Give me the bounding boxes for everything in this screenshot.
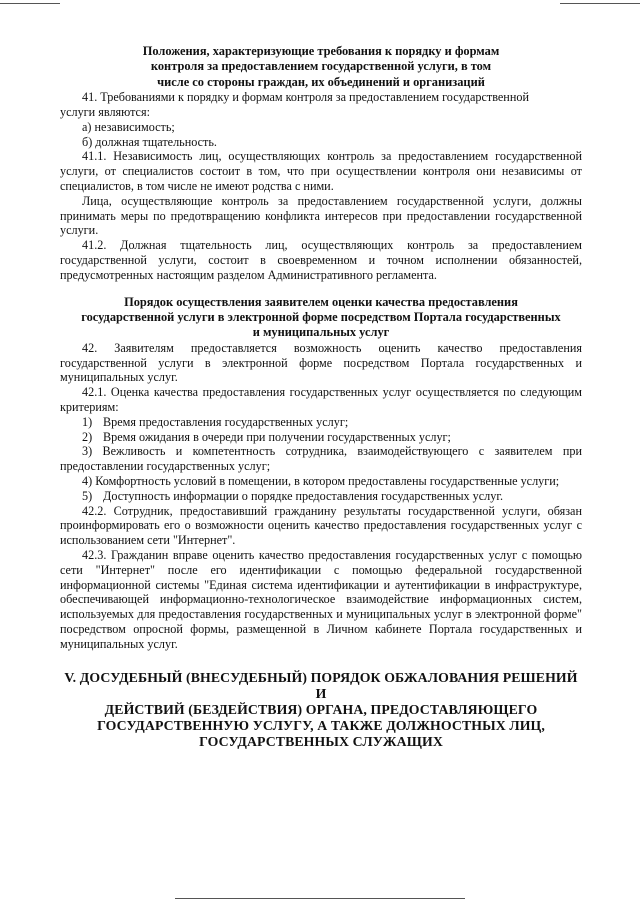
scan-edge-bottom — [175, 898, 465, 899]
heading-line: контроля за предоставлением государственной услуги, в том — [150, 59, 492, 74]
section-heading-line: ГОСУДАРСТВЕННУЮ УСЛУГУ, А ТАКЖЕ ДОЛЖНОСТНЫХ ЛИЦ, — [97, 718, 545, 734]
paragraph-42-3: 42.3. Гражданин вправе оценить качество предоставления государственных услуг с помощью сети "Интернет" после его идентификации с помощью федеральной государственной информационной системы "Единая система идентификации и аутентификации в инфраструктуре, обеспечивающей информационно-технологическое взаимодействие информационных систем, используемых для предоставления государственных и муниципальных услуг в электронной форме" посредством опросной формы, размещенной в Личном кабинете Портала государственных и муниципальных услуг. — [60, 547, 582, 651]
quality-assessment-body — [60, 341, 582, 652]
criteria-text: Время ожидания в очереди при получении государственных услуг; — [103, 429, 451, 444]
paragraph-42: 42. Заявителям предоставляется возможность оценить качество предоставления государственной услуги в электронной форме посредством Портала государственных и муниципальных услуг. — [60, 340, 582, 385]
list-item-diligence: б) должная тщательность. — [82, 134, 217, 149]
paragraph-42-1: 42.1. Оценка качества предоставления государственных услуг осуществляется по следующим критериям: — [60, 385, 582, 414]
heading-control-requirements — [60, 44, 582, 90]
paragraph-41-line2: услуги являются: — [60, 105, 150, 120]
criteria-list — [60, 415, 582, 504]
paragraph-41-1-conflict: Лица, осуществляющие контроль за предоставлением государственной услуги, должны принимать меры по предотвращению конфликта интересов при предоставлении государственной услуги. — [60, 193, 582, 238]
criteria-text: Доступность информации о порядке предоставления государственных услуг. — [103, 488, 503, 503]
paragraph-41-1: 41.1. Независимость лиц, осуществляющих контроль за предоставлением государственной услуги, от специалистов состоит в том, что при осуществлении контроля они независимы от специалистов, в том числе не имеют родства с ними. — [60, 149, 582, 193]
spacer — [60, 283, 582, 295]
list-item-independence: а) независимость; — [82, 119, 175, 134]
heading-line: Порядок осуществления заявителем оценки качества предоставления — [124, 294, 518, 309]
control-requirements-body — [60, 90, 582, 282]
criteria-text: Вежливость и компетентность сотрудника, взаимодействующего с заявителем при предоставлении государственных услуг; — [60, 444, 582, 474]
criteria-number: 3) — [82, 444, 93, 459]
criteria-number: 5) — [82, 488, 93, 503]
section-5-heading — [60, 670, 582, 751]
criteria-number: 1) — [82, 414, 93, 429]
criteria-item — [60, 474, 582, 489]
criteria-number: 4) — [82, 473, 93, 488]
section-heading-line: ДЕЙСТВИЙ (БЕЗДЕЙСТВИЯ) ОРГАНА, ПРЕДОСТАВЛЯЮЩЕГО — [104, 701, 538, 717]
criteria-item — [60, 489, 582, 504]
paragraph-41-2: 41.2. Должная тщательность лиц, осуществляющих контроль за предоставлением государственной услуги, состоит в своевременном и точном исполнении обязанностей, предусмотренных настоящим разделом Административного регламента. — [60, 238, 582, 282]
section-heading-line: V. ДОСУДЕБНЫЙ (ВНЕСУДЕБНЫЙ) ПОРЯДОК ОБЖАЛОВАНИЯ РЕШЕНИЙ И — [64, 669, 578, 701]
section-heading-line: ГОСУДАРСТВЕННЫХ СЛУЖАЩИХ — [199, 734, 443, 750]
criteria-text: Комфортность условий в помещении, в котором предоставлены государственные услуги; — [95, 473, 560, 488]
scan-edge-top-left — [0, 3, 60, 4]
criteria-item — [60, 430, 582, 445]
criteria-number: 2) — [82, 429, 93, 444]
scan-edge-top-right — [560, 3, 640, 4]
criteria-text: Время предоставления государственных услуг; — [103, 414, 349, 429]
criteria-item — [60, 415, 582, 430]
heading-line: числе со стороны граждан, их объединений и организаций — [157, 74, 485, 89]
paragraph-42-2: 42.2. Сотрудник, предоставивший гражданину результаты государственной услуги, обязан проинформировать его о возможности оценить качество предоставления государственных услуг с использованием сети "Интернет". — [60, 503, 582, 548]
heading-line: и муниципальных услуг — [252, 325, 390, 340]
heading-quality-assessment — [60, 295, 582, 341]
document-page — [60, 44, 582, 751]
heading-line: Положения, характеризующие требования к порядку и формам — [142, 44, 500, 58]
criteria-item — [60, 444, 582, 474]
heading-line: государственной услуги в электронной форме посредством Портала государственных — [81, 309, 561, 324]
spacer — [60, 652, 582, 670]
paragraph-41-line1: 41. Требованиями к порядку и формам контроля за предоставлением государственной — [82, 90, 529, 105]
